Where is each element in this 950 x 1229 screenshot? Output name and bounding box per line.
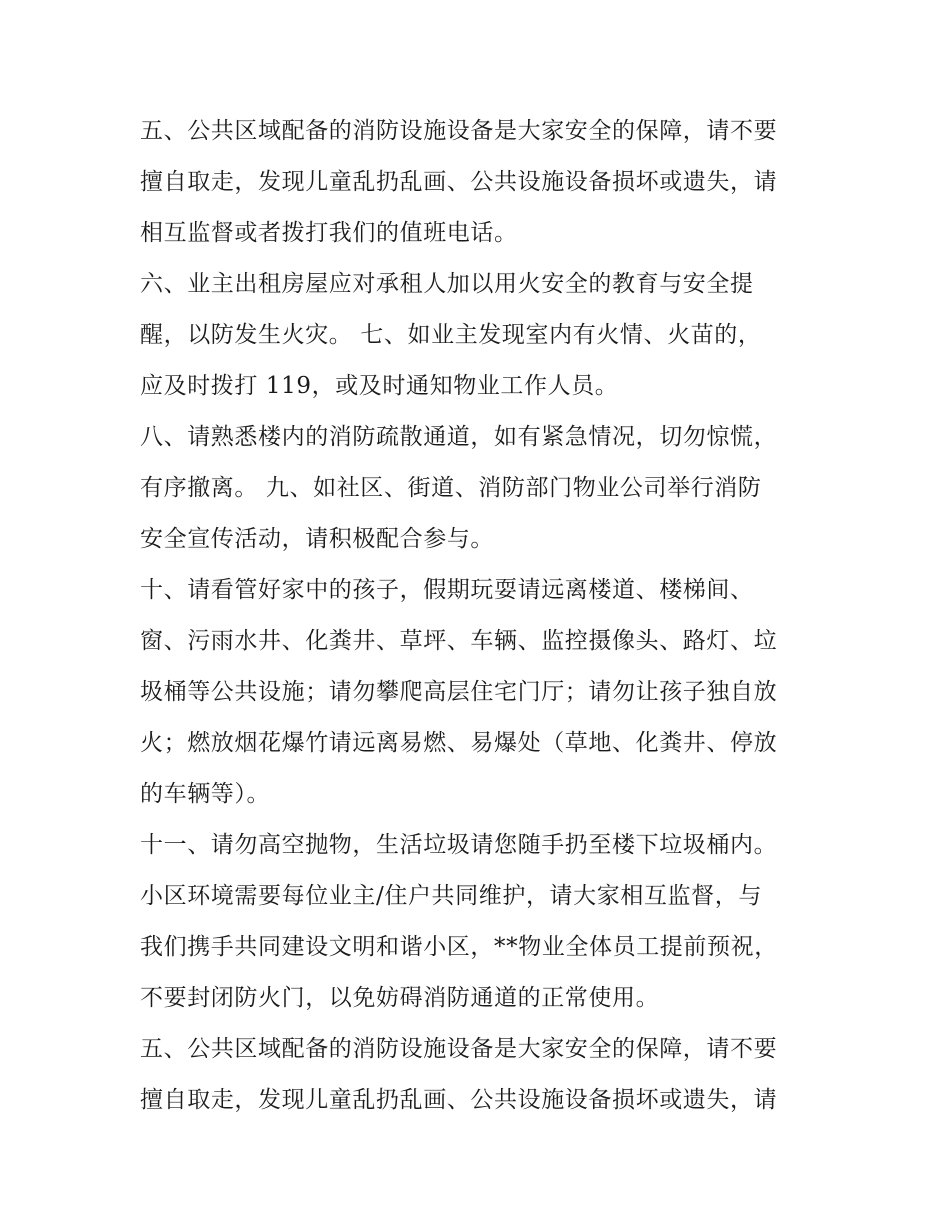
text-line: 五、公共区域配备的消防设施设备是大家安全的保障，请不要 [140, 118, 778, 144]
text-line: 十一、请勿高空抛物，生活垃圾请您随手扔至楼下垃圾桶内。 [140, 832, 778, 858]
text-line: 八、请熟悉楼内的消防疏散通道，如有紧急情况，切勿惊慌， [140, 424, 778, 450]
text-line: 六、业主出租房屋应对承租人加以用火安全的教育与安全提 [140, 271, 754, 297]
text-line: 火；燃放烟花爆竹请远离易燃、易爆处（草地、化粪井、停放 [140, 730, 778, 756]
text-line: 的车辆等）。 [140, 781, 271, 807]
text-line: 擅自取走，发现儿童乱扔乱画、公共设施设备损坏或遗失，请 [140, 169, 778, 195]
text-line: 不要封闭防火门，以免妨碍消防通道的正常使用。 [140, 985, 660, 1011]
text-line: 十、请看管好家中的孩子，假期玩耍请远离楼道、楼梯间、 [140, 577, 754, 603]
text-line: 窗、污雨水井、化粪井、草坪、车辆、监控摄像头、路灯、垃 [140, 628, 778, 654]
text-line: 五、公共区域配备的消防设施设备是大家安全的保障，请不要 [140, 1036, 778, 1062]
text-line: 我们携手共同建设文明和谐小区，**物业全体员工提前预祝， [140, 934, 778, 960]
text-line: 擅自取走，发现儿童乱扔乱画、公共设施设备损坏或遗失，请 [140, 1087, 778, 1113]
text-line: 小区环境需要每位业主/住户共同维护，请大家相互监督，与 [140, 883, 762, 909]
text-line: 醒，以防发生火灾。 七、如业主发现室内有火情、火苗的， [140, 322, 762, 348]
text-line: 安全宣传活动，请积极配合参与。 [140, 526, 494, 552]
body-text [140, 106, 840, 1126]
text-line: 有序撤离。 九、如社区、街道、消防部门物业公司举行消防 [140, 475, 762, 501]
text-line: 应及时拨打 119，或及时通知物业工作人员。 [140, 373, 619, 399]
text-line: 圾桶等公共设施；请勿攀爬高层住宅门厅；请勿让孩子独自放 [140, 679, 778, 705]
text-line: 相互监督或者拨打我们的值班电话。 [140, 220, 518, 246]
